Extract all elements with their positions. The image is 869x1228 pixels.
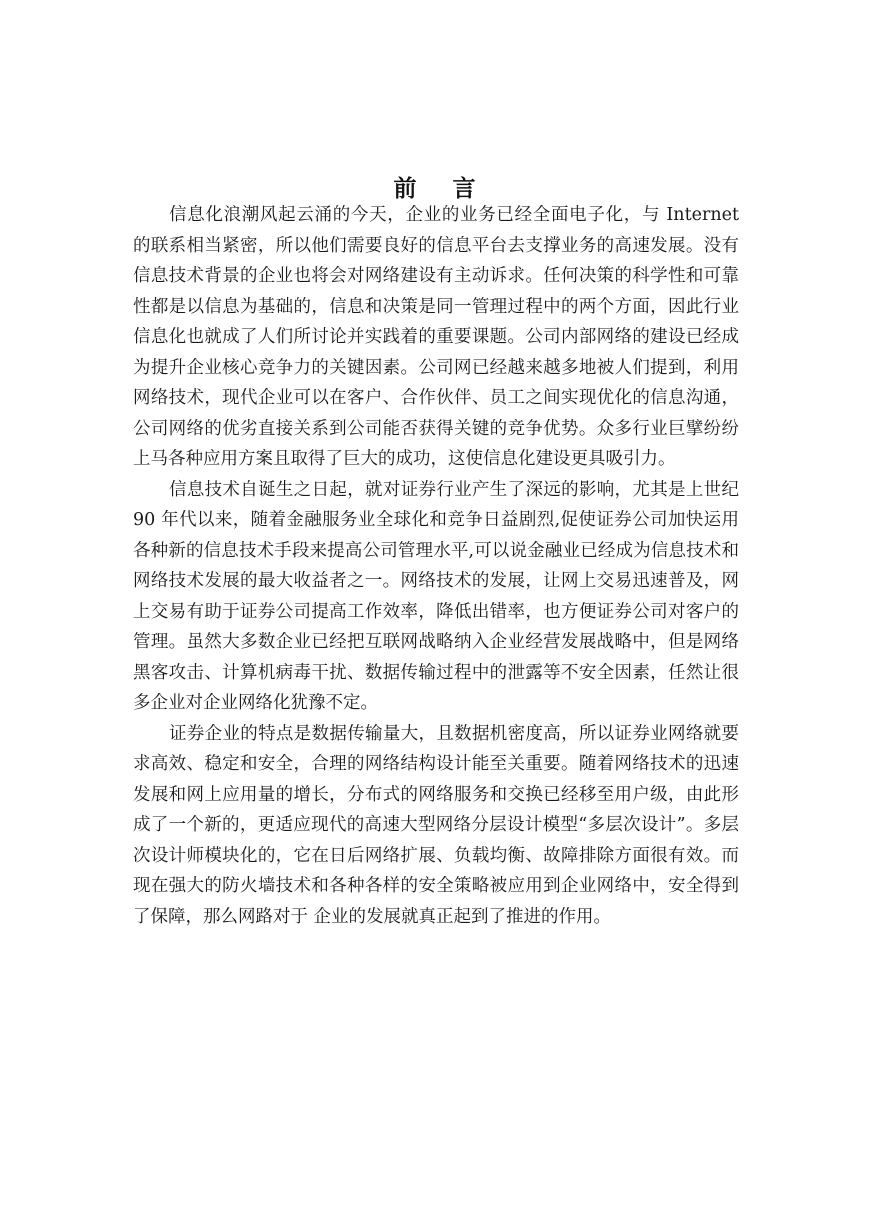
document-body [133, 200, 739, 932]
paragraph-3: 证券企业的特点是数据传输量大，且数据机密度高，所以证券业网络就要求高效、稳定和安全，合理的网络结构设计能至关重要。随着网络技术的迅速发展和网上应用量的增长，分布式的网络服务和交换已经移至用户级，由此形成了一个新的，更适应现代的高速大型网络分层设计模型“多层次设计”。多层次设计师模块化的，它在日后网络扩展、负载均衡、故障排除方面很有效。而现在强大的防火墙技术和各种各样的安全策略被应用到企业网络中，安全得到了保障，那么网路对于 企业的发展就真正起到了推进的作用。 [133, 723, 739, 927]
paragraph-1: 信息化浪潮风起云涌的今天，企业的业务已经全面电子化，与 Internet 的联系相当紧密，所以他们需要良好的信息平台去支撑业务的高速发展。没有信息技术背景的企业也将会对网络建设有主动诉求。任何决策的科学性和可靠性都是以信息为基础的，信息和决策是同一管理过程中的两个方面，因此行业信息化也就成了人们所讨论并实践着的重要课题。公司内部网络的建设已经成为提升企业核心竞争力的关键因素。公司网已经越来越多地被人们提到，利用网络技术，现代企业可以在客户、合作伙伴、员工之间实现优化的信息沟通，公司网络的优劣直接关系到公司能否获得关键的竞争优势。众多行业巨擘纷纷上马各种应用方案且取得了巨大的成功，这使信息化建设更具吸引力。 [133, 205, 739, 469]
paragraph-2: 信息技术自诞生之日起，就对证券行业产生了深远的影响，尤其是上世纪 90 年代以来，随着金融服务业全球化和竞争日益剧烈,促使证券公司加快运用各种新的信息技术手段来提高公司管理水平,可以说金融业已经成为信息技术和网络技术发展的最大收益者之一。网络技术的发展，让网上交易迅速普及，网上交易有助于证券公司提高工作效率，降低出错率，也方便证券公司对客户的管理。虽然大多数企业已经把互联网战略纳入企业经营发展战略中，但是网络黑客攻击、计算机病毒干扰、数据传输过程中的泄露等不安全因素，任然让很多企业对企业网络化犹豫不定。 [133, 479, 739, 713]
page-title: 前 言 [393, 176, 490, 203]
